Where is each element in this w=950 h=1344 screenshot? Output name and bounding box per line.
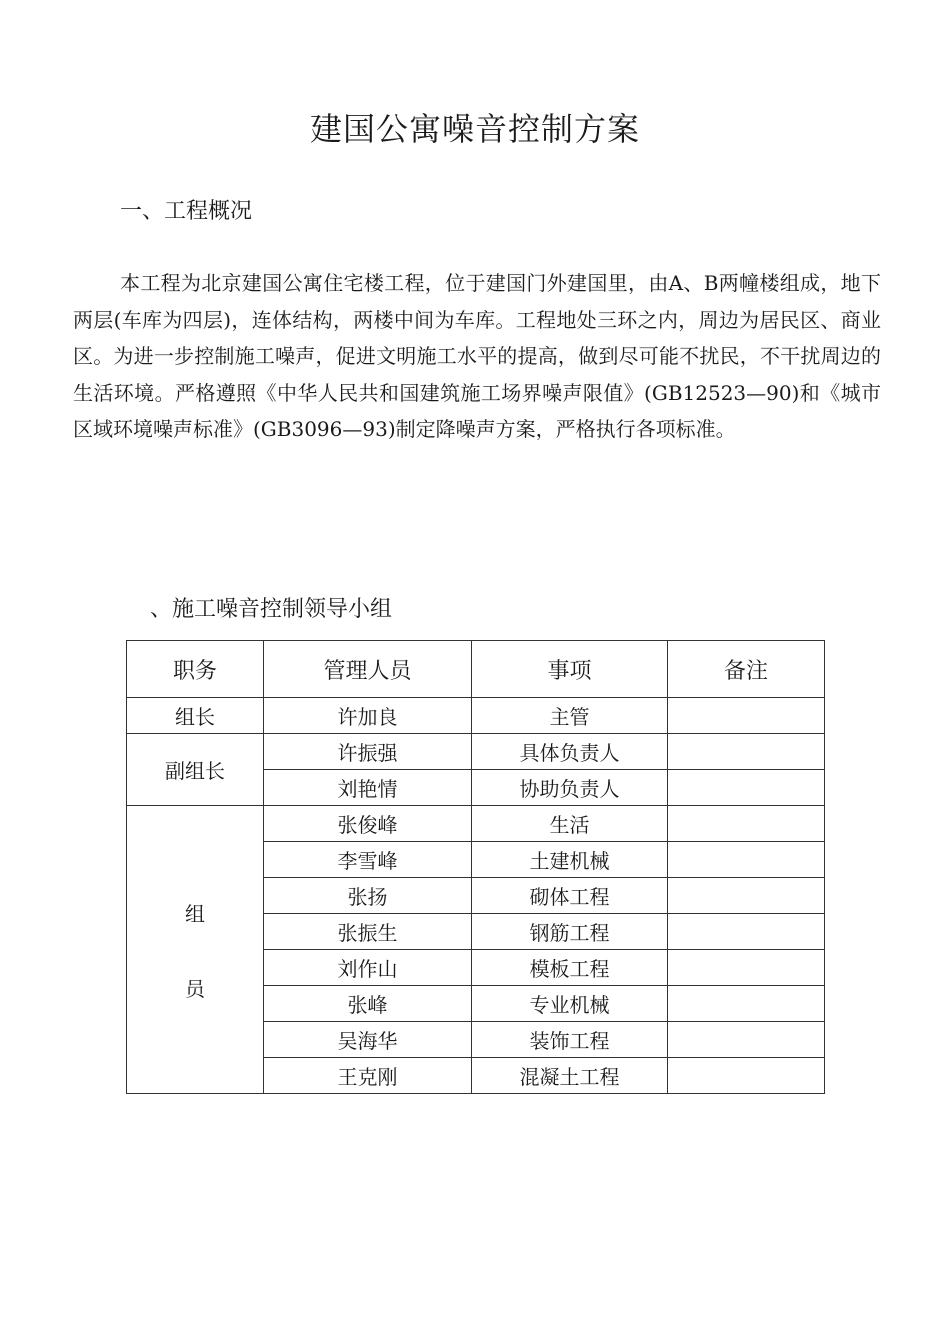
note-cell <box>668 1022 825 1058</box>
name-cell: 许加良 <box>264 698 472 734</box>
name-cell: 王克刚 <box>264 1058 472 1094</box>
role-cell-members <box>127 806 264 1094</box>
duty-cell: 模板工程 <box>472 950 668 986</box>
duty-cell: 砌体工程 <box>472 878 668 914</box>
duty-cell: 装饰工程 <box>472 1022 668 1058</box>
table-row <box>127 734 825 770</box>
note-cell <box>668 878 825 914</box>
leadership-table <box>126 640 825 1094</box>
section-heading-overview: 一、工程概况 <box>120 199 253 224</box>
table-header-row <box>127 641 825 698</box>
name-cell: 张峰 <box>264 986 472 1022</box>
note-cell <box>668 842 825 878</box>
note-cell <box>668 698 825 734</box>
name-cell: 张俊峰 <box>264 806 472 842</box>
name-cell: 张振生 <box>264 914 472 950</box>
role-cell-deputy: 副组长 <box>127 734 264 806</box>
members-role-char-2: 员 <box>185 976 205 1001</box>
members-role-label <box>127 898 263 1002</box>
duty-cell: 生活 <box>472 806 668 842</box>
name-cell: 刘艳情 <box>264 770 472 806</box>
note-cell <box>668 950 825 986</box>
page-title: 建国公寓噪音控制方案 <box>309 110 640 148</box>
name-cell: 李雪峰 <box>264 842 472 878</box>
name-cell: 张扬 <box>264 878 472 914</box>
duty-cell: 协助负责人 <box>472 770 668 806</box>
table-row <box>127 806 825 842</box>
members-role-char-1: 组 <box>185 901 205 926</box>
header-note: 备注 <box>668 641 825 698</box>
duty-cell: 混凝土工程 <box>472 1058 668 1094</box>
name-cell: 刘作山 <box>264 950 472 986</box>
header-role: 职务 <box>127 641 264 698</box>
duty-cell: 专业机械 <box>472 986 668 1022</box>
note-cell <box>668 1058 825 1094</box>
name-cell: 许振强 <box>264 734 472 770</box>
note-cell <box>668 914 825 950</box>
header-manager: 管理人员 <box>264 641 472 698</box>
role-cell-leader: 组长 <box>127 698 264 734</box>
note-cell <box>668 734 825 770</box>
table-row <box>127 698 825 734</box>
note-cell <box>668 770 825 806</box>
duty-cell: 主管 <box>472 698 668 734</box>
name-cell: 吴海华 <box>264 1022 472 1058</box>
duty-cell: 土建机械 <box>472 842 668 878</box>
header-duty: 事项 <box>472 641 668 698</box>
overview-paragraph: 本工程为北京建国公寓住宅楼工程，位于建国门外建国里，由A、B两幢楼组成，地下两层(车库为四层)，连体结构，两楼中间为车库。工程地处三环之内，周边为居民区、商业区。为进一步控制施工噪声，促进文明施工水平的提高，做到尽可能不扰民，不干扰周边的生活环境。严格遵照《中华人民共和国建筑施工场界噪声限值》(GB12523—90)和《城市区域环境噪声标准》(GB3096—93)制定降噪声方案，严格执行各项标准。 <box>73 271 881 441</box>
duty-cell: 钢筋工程 <box>472 914 668 950</box>
note-cell <box>668 986 825 1022</box>
duty-cell: 具体负责人 <box>472 734 668 770</box>
section-heading-leadership-group: 、施工噪音控制领导小组 <box>150 597 393 622</box>
note-cell <box>668 806 825 842</box>
